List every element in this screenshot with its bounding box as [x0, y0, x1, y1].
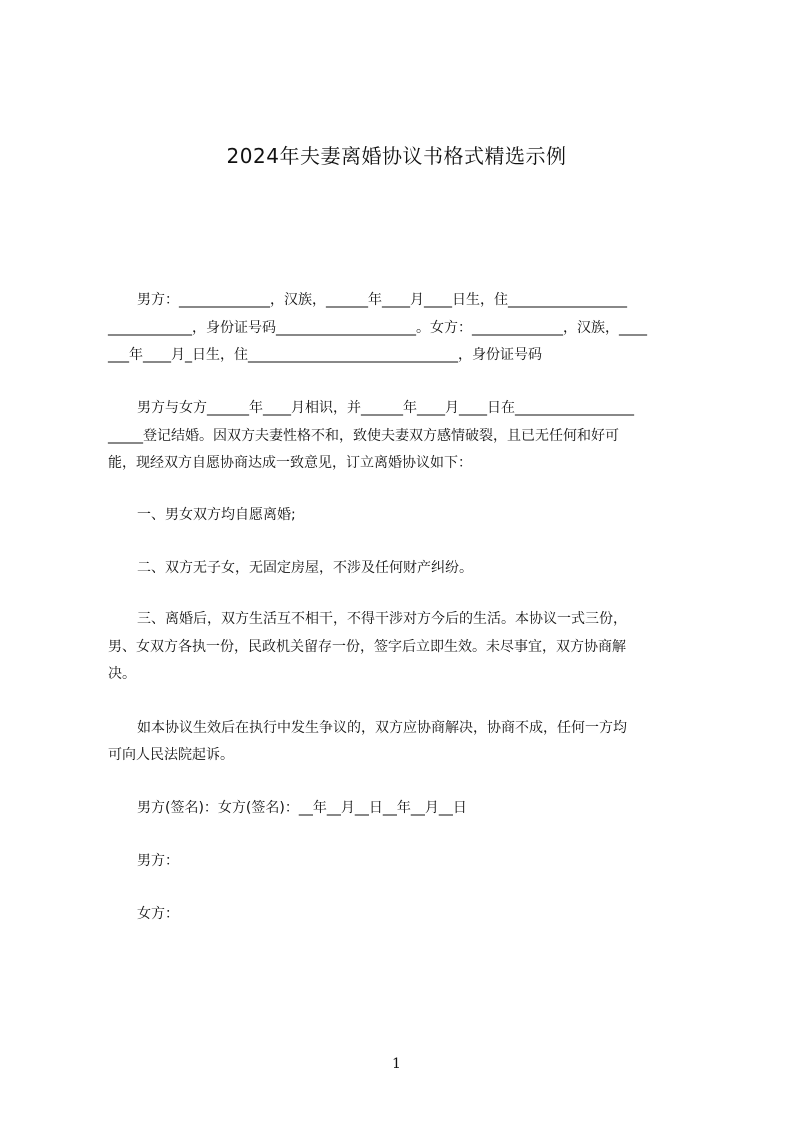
party-info-line-3: ___年____月_日生，住______________________________，身份证号码: [108, 347, 542, 363]
dispute-line-2: 可向人民法院起诉。: [108, 747, 234, 763]
male-signature-label: 男方：: [137, 853, 179, 869]
clause-3-line-2: 男、女双方各执一份，民政机关留存一份，签字后立即生效。未尽事宜，双方协商解: [108, 639, 626, 655]
clause-1: 一、男女双方均自愿离婚;: [137, 507, 296, 523]
party-info-line-1: 男方：_____________，汉族，______年____月____日生，住_________________: [137, 292, 627, 308]
clause-3-line-1: 三、离婚后，双方生活互不相干，不得干涉对方今后的生活。本协议一式三份，: [137, 611, 627, 627]
clause-2: 二、双方无子女，无固定房屋，不涉及任何财产纠纷。: [137, 560, 473, 576]
clause-3-line-3: 决。: [108, 666, 136, 682]
female-signature-label: 女方：: [137, 906, 179, 922]
document-title: 2024年夫妻离婚协议书格式精选示例: [226, 144, 567, 168]
signature-line: 男方(签名)：女方(签名)：__年__月__日__年__月__日: [137, 800, 467, 816]
party-info-line-2: ____________，身份证号码____________________。女方：_____________，汉族，____: [108, 320, 647, 336]
marriage-background-line-2: _____登记结婚。因双方夫妻性格不和，致使夫妻双方感情破裂，且已无任何和好可: [108, 428, 619, 444]
dispute-line-1: 如本协议生效后在执行中发生争议的，双方应协商解决，协商不成，任何一方均: [137, 720, 627, 736]
page-number: 1: [392, 1056, 401, 1072]
marriage-background-line-3: 能，现经双方自愿协商达成一致意见，订立离婚协议如下：: [108, 455, 472, 471]
marriage-background-line-1: 男方与女方______年____月相识，并______年____月____日在_________________: [137, 400, 634, 416]
